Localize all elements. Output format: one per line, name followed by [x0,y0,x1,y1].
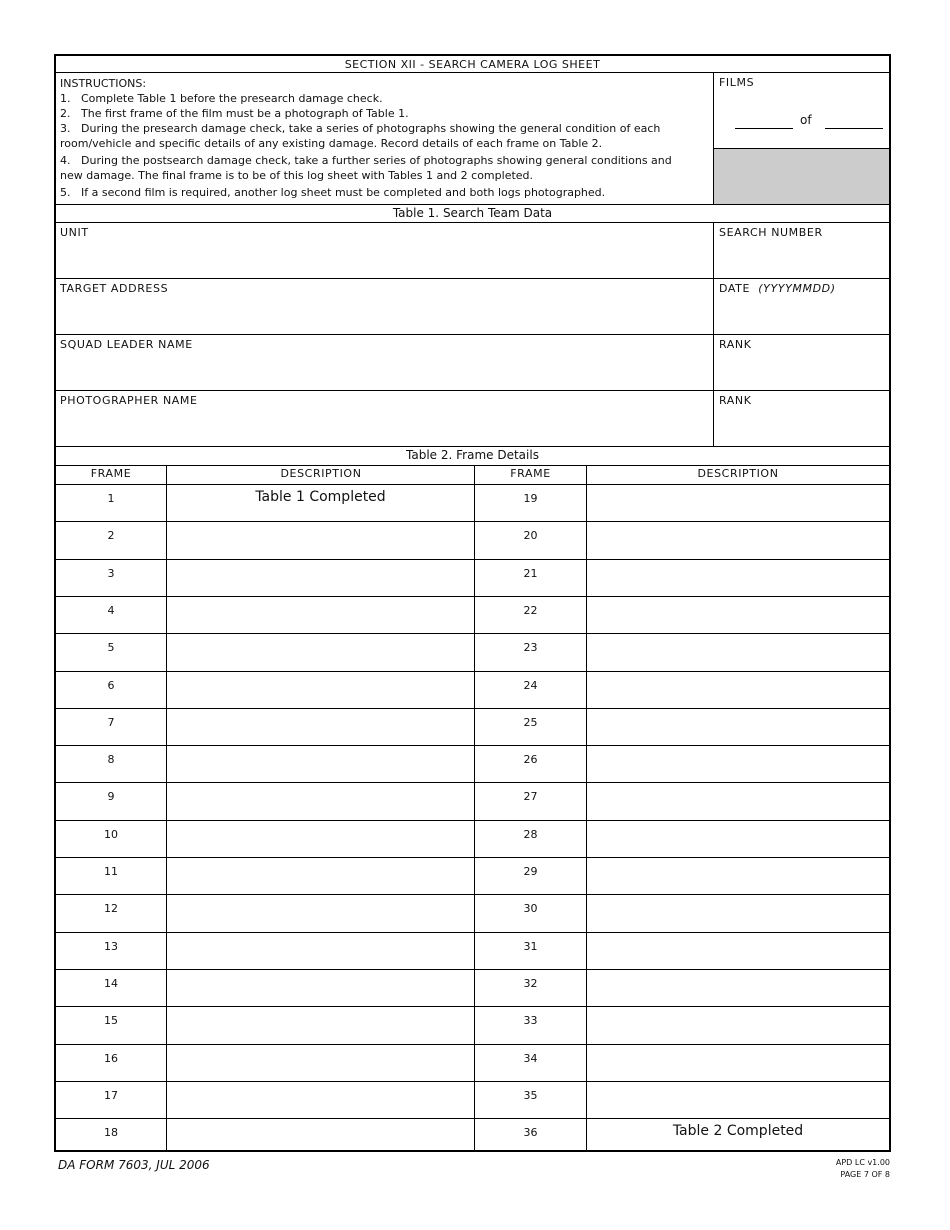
table2-title: Table 2. Frame Details [406,448,539,462]
squad-leader-rank-label: RANK [719,338,752,351]
instruction-2: 2. The first frame of the film must be a photograph of Table 1. [60,107,409,120]
frame-number: 11 [104,865,118,878]
photographer-rank-label: RANK [719,394,752,407]
photographer-label: PHOTOGRAPHER NAME [60,394,198,407]
frame-number: 9 [107,790,115,804]
frame-header-right: FRAME [510,467,551,480]
frame-number: 1 [107,492,115,505]
films-total-field[interactable] [825,128,883,129]
frame-number: 6 [107,678,115,692]
films-of-label: of [800,113,812,127]
page-number: PAGE 7 OF 8 [840,1170,890,1179]
frame-description[interactable]: Table 2 Completed [672,1123,804,1140]
frame-number: 12 [104,902,118,916]
frame-number: 16 [104,1051,118,1065]
frame-number: 23 [523,641,538,655]
frame-number: 8 [107,753,115,767]
instruction-1: 1. Complete Table 1 before the presearch damage check. [60,92,383,105]
frame-number: 13 [104,939,118,953]
films-shaded-area [714,148,889,204]
target-address-label: TARGET ADDRESS [60,282,169,295]
photographer-rank-field[interactable] [716,408,890,444]
version: APD LC v1.00 [835,1158,890,1167]
frame-number: 19 [523,492,538,505]
table1-title: Table 1. Search Team Data [392,206,553,220]
page-info [836,1157,890,1181]
frame-number: 14 [104,976,118,990]
frame-number: 35 [523,1088,538,1102]
frame-number: 29 [523,865,538,878]
frame-number: 20 [523,529,538,543]
frame-number: 31 [523,939,538,953]
frame-number: 21 [523,566,538,580]
films-label: FILMS [719,76,755,89]
form-id: DA FORM 7603, JUL 2006 [58,1158,210,1172]
frame-number: 25 [523,715,538,729]
frame-number: 34 [523,1051,538,1065]
date-format-hint: (YYYYMMDD) [758,282,836,295]
frame-number: 26 [523,753,538,767]
search-number-field[interactable] [716,240,890,276]
date-field[interactable] [716,296,890,332]
instruction-3: 3. During the presearch damage check, take a series of photographs showing the general condition of each room/vehicle and specific details of any existing damage. Record details of each frame on Table 2. [60,122,661,150]
frame-number: 2 [107,529,115,543]
squad-leader-label: SQUAD LEADER NAME [60,338,193,351]
frame-number: 36 [523,1126,538,1140]
frame-number: 22 [523,603,538,617]
frame-number: 32 [523,976,538,990]
description-header-right: DESCRIPTION [697,467,779,480]
frame-number: 7 [107,715,115,729]
frame-number: 10 [104,827,118,841]
instructions-heading: INSTRUCTIONS: [60,77,147,90]
section-title: SECTION XII - SEARCH CAMERA LOG SHEET [344,58,601,71]
films-current-field[interactable] [735,128,793,129]
description-header-left: DESCRIPTION [280,467,362,480]
date-label: DATE (YYYYMMDD) [719,282,836,295]
camera-log-form [54,54,891,1152]
frame-number: 24 [523,678,538,692]
unit-field[interactable] [57,240,711,276]
squad-leader-field[interactable] [57,352,711,388]
search-number-label: SEARCH NUMBER [719,226,823,239]
frame-description[interactable]: Table 1 Completed [255,489,386,505]
frame-number: 4 [107,603,115,617]
frame-number: 33 [523,1014,538,1028]
frame-number: 18 [104,1126,118,1140]
frame-header-left: FRAME [90,467,132,480]
instruction-5: 5. If a second film is required, another log sheet must be completed and both logs photographed. [60,186,606,199]
target-address-field[interactable] [57,296,711,332]
unit-label: UNIT [60,226,89,239]
frame-number: 27 [523,790,538,804]
frame-number: 30 [523,902,538,916]
instructions [60,76,710,200]
photographer-field[interactable] [57,408,711,444]
instruction-4: 4. During the postsearch damage check, take a further series of photographs showing general conditions and new damage. The final frame is to be of this log sheet with Tables 1 and 2 completed. [60,154,672,182]
frame-number: 5 [107,641,115,655]
frame-number: 3 [107,566,115,580]
frame-number: 17 [104,1088,118,1102]
frame-number: 15 [104,1014,118,1028]
frame-number: 28 [523,827,538,841]
squad-leader-rank-field[interactable] [716,352,890,388]
